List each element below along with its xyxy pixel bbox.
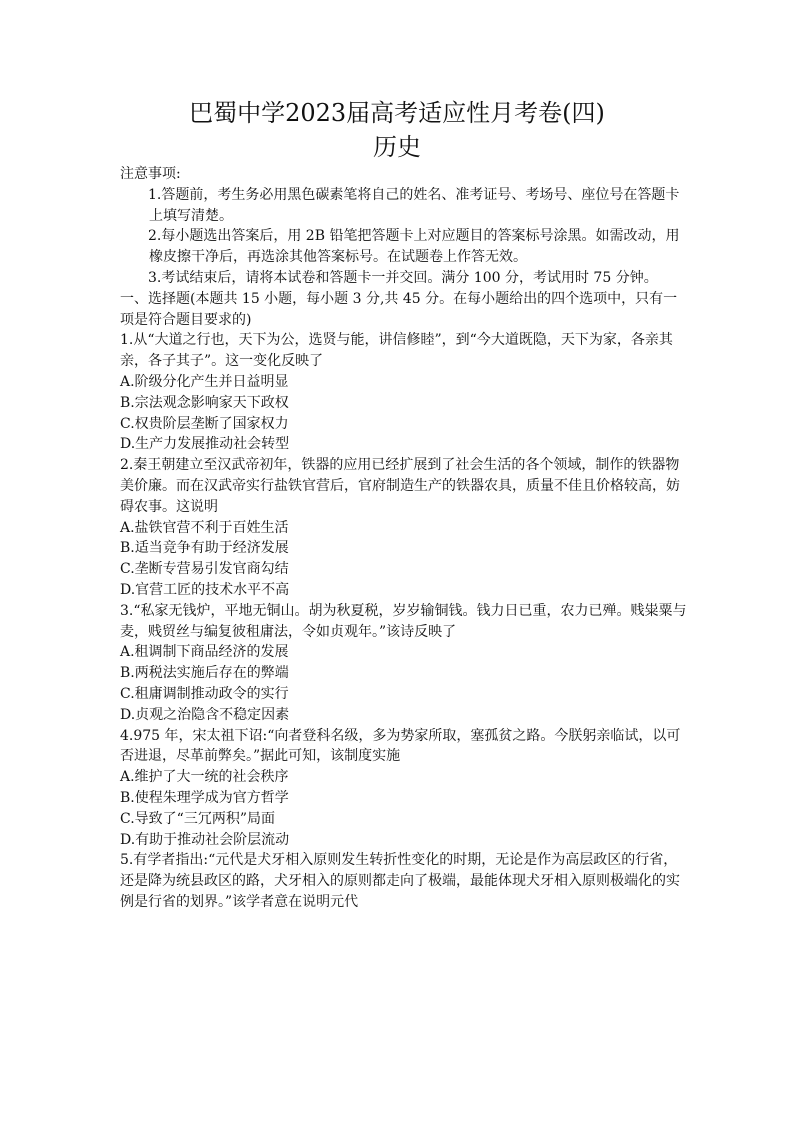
- notice-heading: 注意事项:: [120, 166, 181, 182]
- option-b: B.两税法实施后存在的弊端: [120, 665, 289, 682]
- section-heading: 一、选择题(本题共 15 小题，每小题 3 分,共 45 分。在每小题给出的四个选项中，只有一项是符合题目要求的): [120, 290, 678, 328]
- option-c: C.垄断专营易引发官商勾结: [120, 561, 289, 578]
- subject-title: 历史: [373, 133, 421, 161]
- exam-title: 巴蜀中学2023届高考适应性月考卷(四): [189, 99, 605, 127]
- question-3: [120, 601, 690, 726]
- option-a: A.维护了大一统的社会秩序: [120, 769, 289, 786]
- option-d: D.贞观之治隐含不稳定因素: [120, 706, 290, 723]
- option-b: B.适当竞争有助于经济发展: [120, 540, 289, 557]
- question-5: [120, 850, 690, 912]
- option-c: C.租庸调制推动政令的实行: [120, 685, 289, 702]
- question-4: [120, 726, 690, 851]
- question-2: [120, 455, 690, 601]
- option-a: A.阶级分化产生并日益明显: [120, 373, 289, 390]
- option-d: D.官营工匠的技术水平不高: [120, 581, 290, 598]
- notice-item: 3.考试结束后，请将本试卷和答题卡一并交回。满分 100 分，考试用时 75 分钟。: [148, 269, 658, 286]
- question-stem: 1.从“大道之行也，天下为公，选贤与能，讲信修睦”，到“今大道既隐，天下为家，各亲其亲，各子其子”。这一变化反映了: [120, 332, 673, 370]
- question-stem: 4.975 年，宋太祖下诏:“向者登科名级，多为势家所取，塞孤贫之路。今朕躬亲临试，以可否进退，尽革前弊矣。”据此可知，该制度实施: [120, 727, 681, 765]
- option-b: B.使程朱理学成为官方哲学: [120, 789, 289, 806]
- option-a: A.租调制下商品经济的发展: [120, 644, 289, 661]
- option-c: C.权贵阶层垄断了国家权力: [120, 415, 289, 432]
- question-1: [120, 330, 690, 455]
- option-d: D.有助于推动社会阶层流动: [120, 831, 290, 848]
- question-stem: 2.秦王朝建立至汉武帝初年，铁器的应用已经扩展到了社会生活的各个领域，制作的铁器物美价廉。而在汉武帝实行盐铁官营后，官府制造生产的铁器农具，质量不佳且价格较高，妨碍农事。这说明: [120, 457, 680, 515]
- question-stem: 3.“私家无钱炉，平地无铜山。胡为秋夏税，岁岁输铜钱。钱力日已重，农力已殚。贱粜粟与麦，贱贸丝与编复彼租庸法，令如贞观年。”该诗反映了: [120, 602, 687, 640]
- exam-content: [120, 164, 690, 913]
- option-a: A.盐铁官营不利于百姓生活: [120, 519, 289, 536]
- notice-item: 1.答题前，考生务必用黑色碳素笔将自己的姓名、准考证号、考场号、座位号在答题卡上填写清楚。: [148, 186, 680, 224]
- question-stem: 5.有学者指出:“元代是犬牙相入原则发生转折性变化的时期，无论是作为高层政区的行省，还是降为统县政区的路，犬牙相入的原则都走向了极端，最能体现犬牙相入原则极端化的实例是行省的划界。”该学者意在说明元代: [120, 852, 680, 910]
- option-b: B.宗法观念影响家天下政权: [120, 394, 289, 411]
- option-c: C.导致了“三冗两积”局面: [120, 810, 275, 827]
- notice-item: 2.每小题选出答案后，用 2B 铅笔把答题卡上对应题目的答案标号涂黑。如需改动，用橡皮擦干净后，再选涂其他答案标号。在试题卷上作答无效。: [148, 228, 680, 266]
- option-d: D.生产力发展推动社会转型: [120, 436, 290, 453]
